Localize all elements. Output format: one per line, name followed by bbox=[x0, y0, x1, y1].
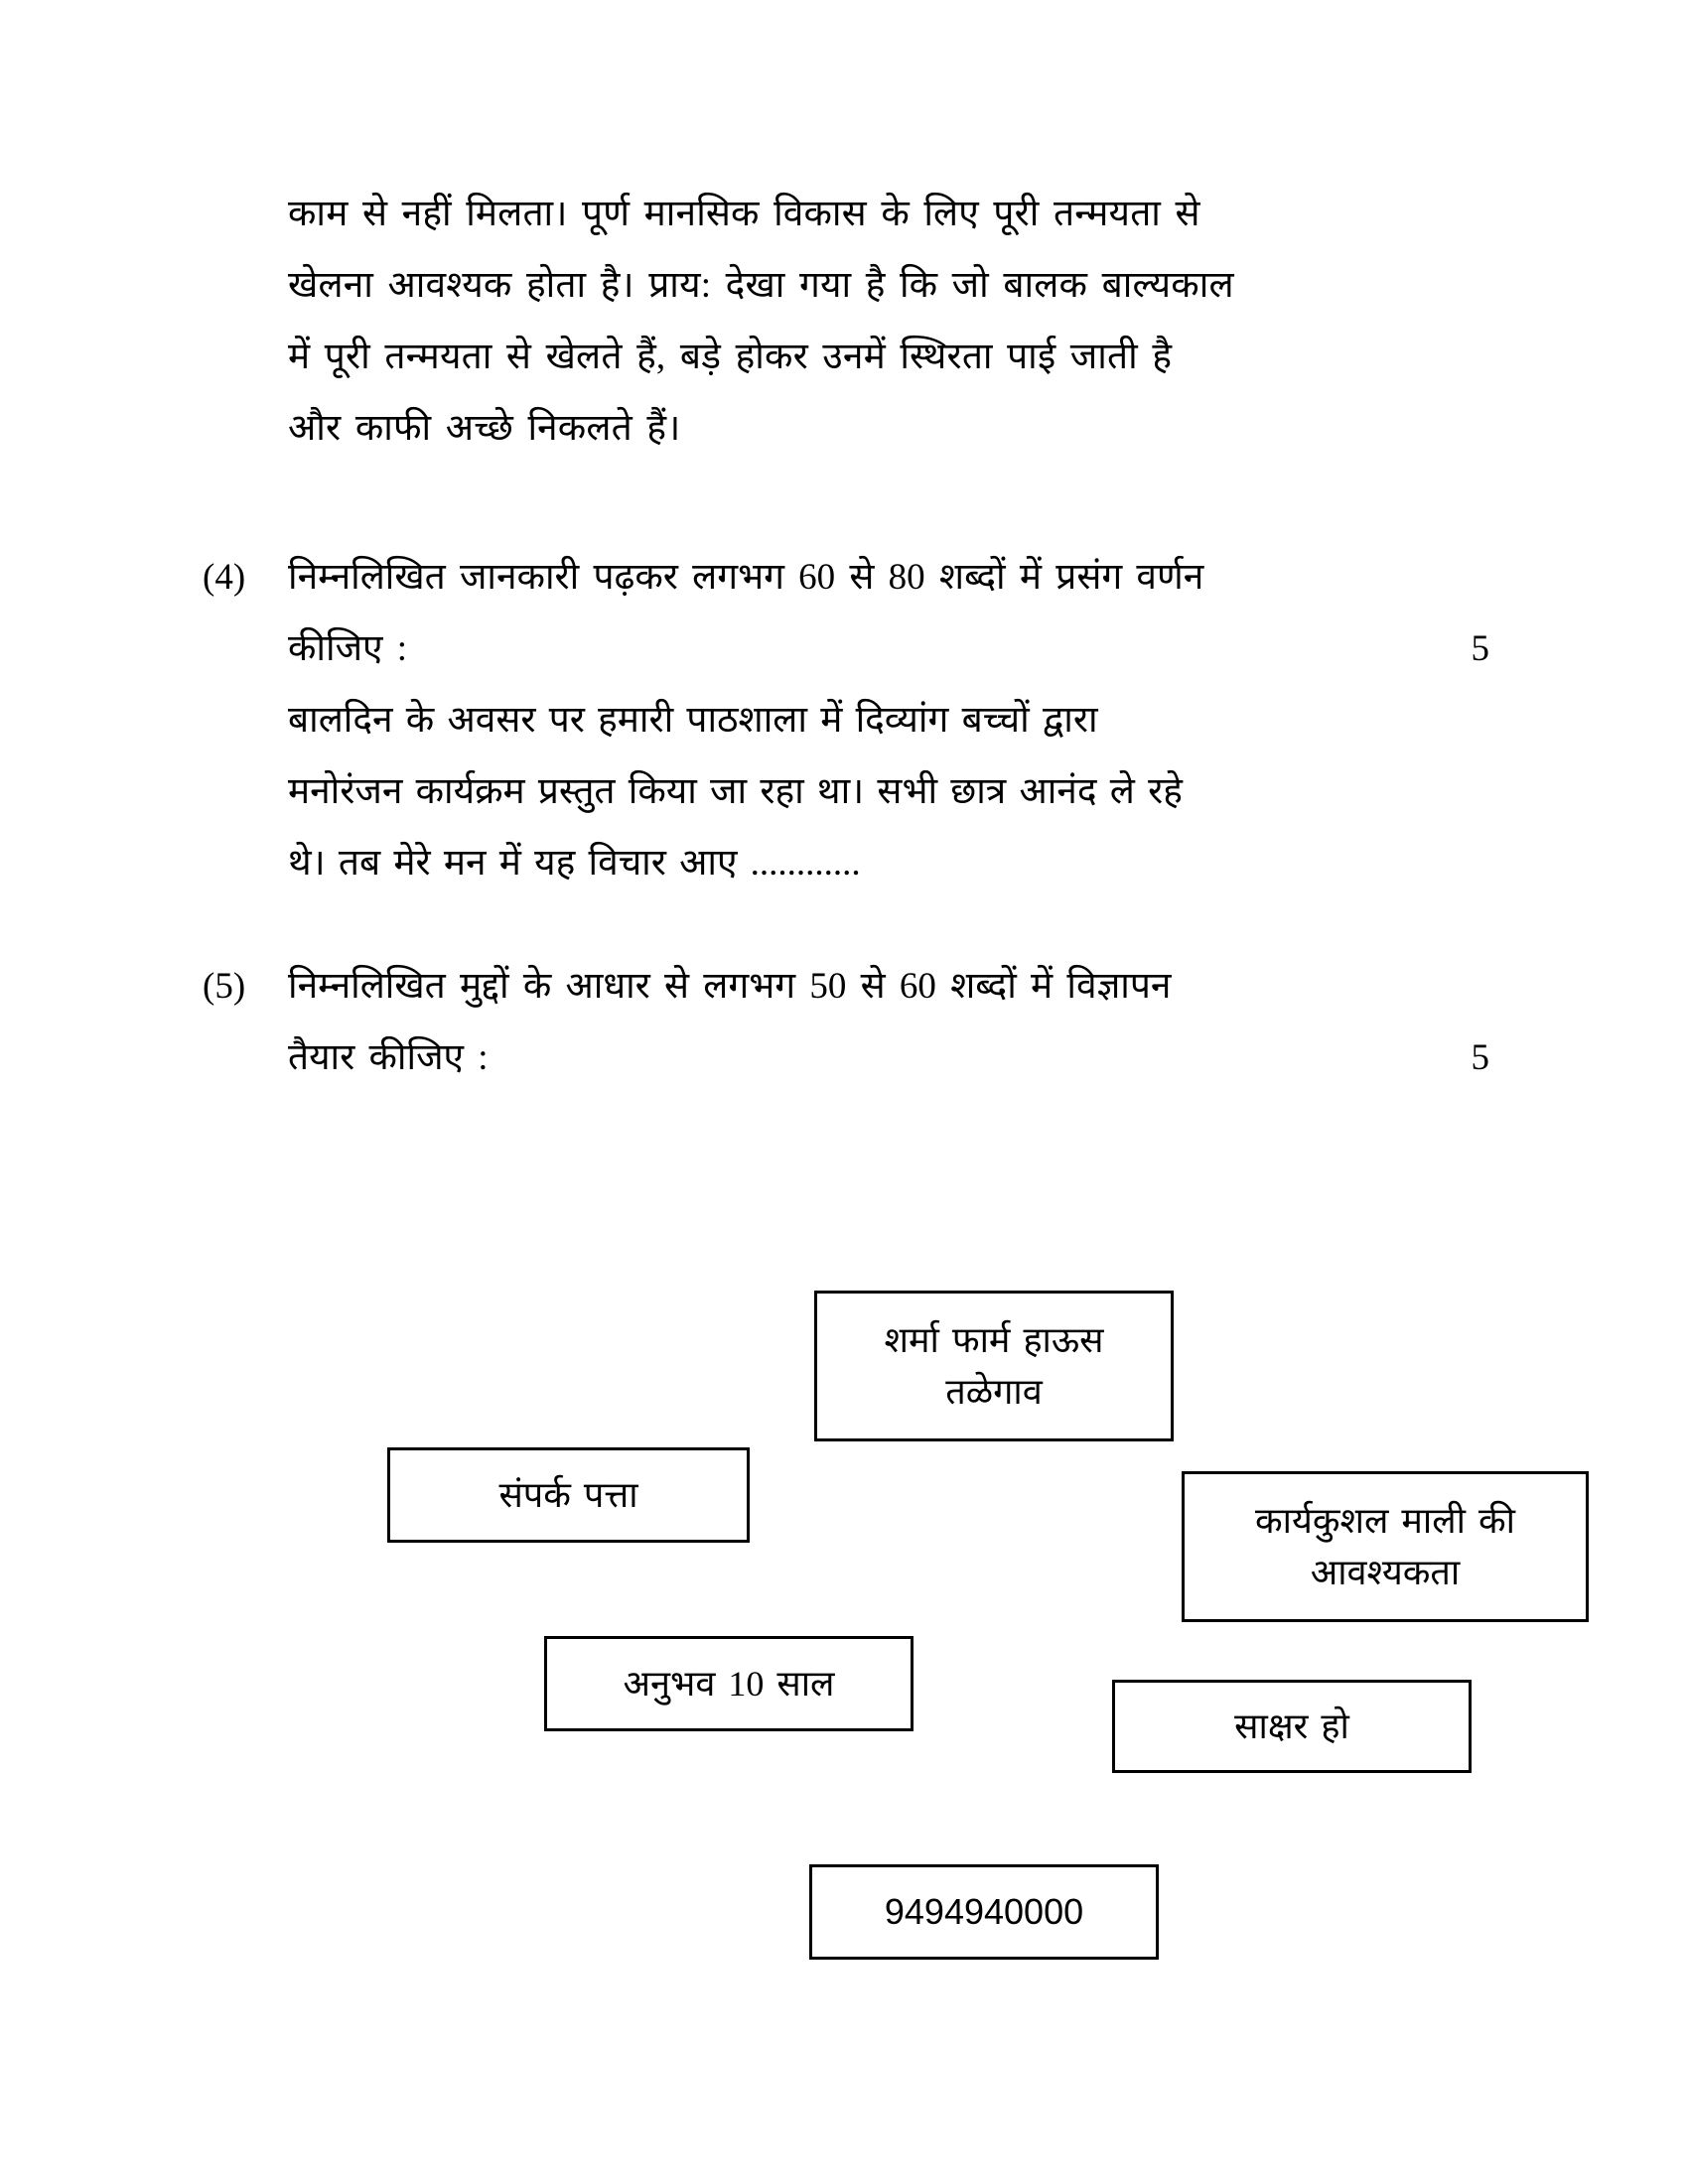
mindmap-box-line: शर्मा फार्म हाऊस bbox=[884, 1320, 1104, 1360]
mindmap-box-farm-house bbox=[814, 1291, 1174, 1441]
mindmap-box-line: 9494940000 bbox=[884, 1891, 1084, 1932]
question-4-number: (4) bbox=[203, 557, 246, 598]
question-4-prompt-text: कीजिए : bbox=[288, 628, 408, 669]
paragraph-line: खेलना आवश्यक होता है। प्राय: देखा गया है कि जो बालक बाल्यकाल bbox=[288, 265, 1234, 306]
mindmap-box-gardener-needed bbox=[1182, 1471, 1589, 1622]
mindmap-box-contact-address bbox=[387, 1447, 750, 1543]
page-content bbox=[203, 179, 1489, 1094]
question-4-marks: 5 bbox=[1471, 628, 1489, 669]
mindmap-box-line: तळेगाव bbox=[945, 1372, 1043, 1412]
mindmap-box-line: कार्यकुशल माली की bbox=[1255, 1501, 1515, 1541]
question-5-marks: 5 bbox=[1471, 1037, 1489, 1078]
mindmap-box-line: अनुभव 10 साल bbox=[623, 1664, 835, 1704]
question-4 bbox=[203, 542, 1489, 899]
question-5-prompt-text: तैयार कीजिए : bbox=[288, 1037, 489, 1078]
paragraph-line: में पूरी तन्मयता से खेलते हैं, बड़े होकर उनमें स्थिरता पाई जाती है bbox=[288, 337, 1173, 377]
spacer bbox=[288, 899, 1460, 951]
question-4-passage bbox=[288, 685, 1460, 899]
question-4-prompt-line: निम्नलिखित जानकारी पढ़कर लगभग 60 से 80 शब्दों में प्रसंग वर्णन bbox=[288, 557, 1204, 598]
mindmap-box-line: संपर्क पत्ता bbox=[498, 1475, 638, 1515]
question-5-number: (5) bbox=[203, 966, 246, 1007]
question-4-passage-line: मनोरंजन कार्यक्रम प्रस्तुत किया जा रहा था। सभी छात्र आनंद ले रहे bbox=[288, 771, 1183, 812]
mindmap-box-experience bbox=[544, 1636, 914, 1731]
question-4-prompt-line bbox=[288, 614, 1489, 685]
mindmap-box-line: आवश्यकता bbox=[1310, 1553, 1461, 1592]
paragraph-line: और काफी अच्छे निकलते हैं। bbox=[288, 408, 681, 449]
question-5-prompt-line: निम्नलिखित मुद्दों के आधार से लगभग 50 से 60 शब्दों में विज्ञापन bbox=[288, 966, 1172, 1007]
question-5-prompt bbox=[288, 951, 1489, 1094]
mindmap-box-line: साक्षर हो bbox=[1234, 1706, 1349, 1746]
question-5 bbox=[203, 951, 1489, 1094]
mindmap-box-phone-number bbox=[809, 1864, 1159, 1960]
paragraph-line: काम से नहीं मिलता। पूर्ण मानसिक विकास के लिए पूरी तन्मयता से bbox=[288, 194, 1200, 234]
question-5-prompt-line bbox=[288, 1023, 1489, 1094]
mindmap-box-literate bbox=[1112, 1680, 1472, 1773]
spacer bbox=[288, 465, 1460, 542]
paragraph-continuation bbox=[288, 179, 1460, 465]
question-4-prompt bbox=[288, 542, 1489, 685]
question-4-passage-line: थे। तब मेरे मन में यह विचार आए ............ bbox=[288, 843, 861, 884]
question-4-passage-line: बालदिन के अवसर पर हमारी पाठशाला में दिव्यांग बच्चों द्वारा bbox=[288, 700, 1098, 741]
